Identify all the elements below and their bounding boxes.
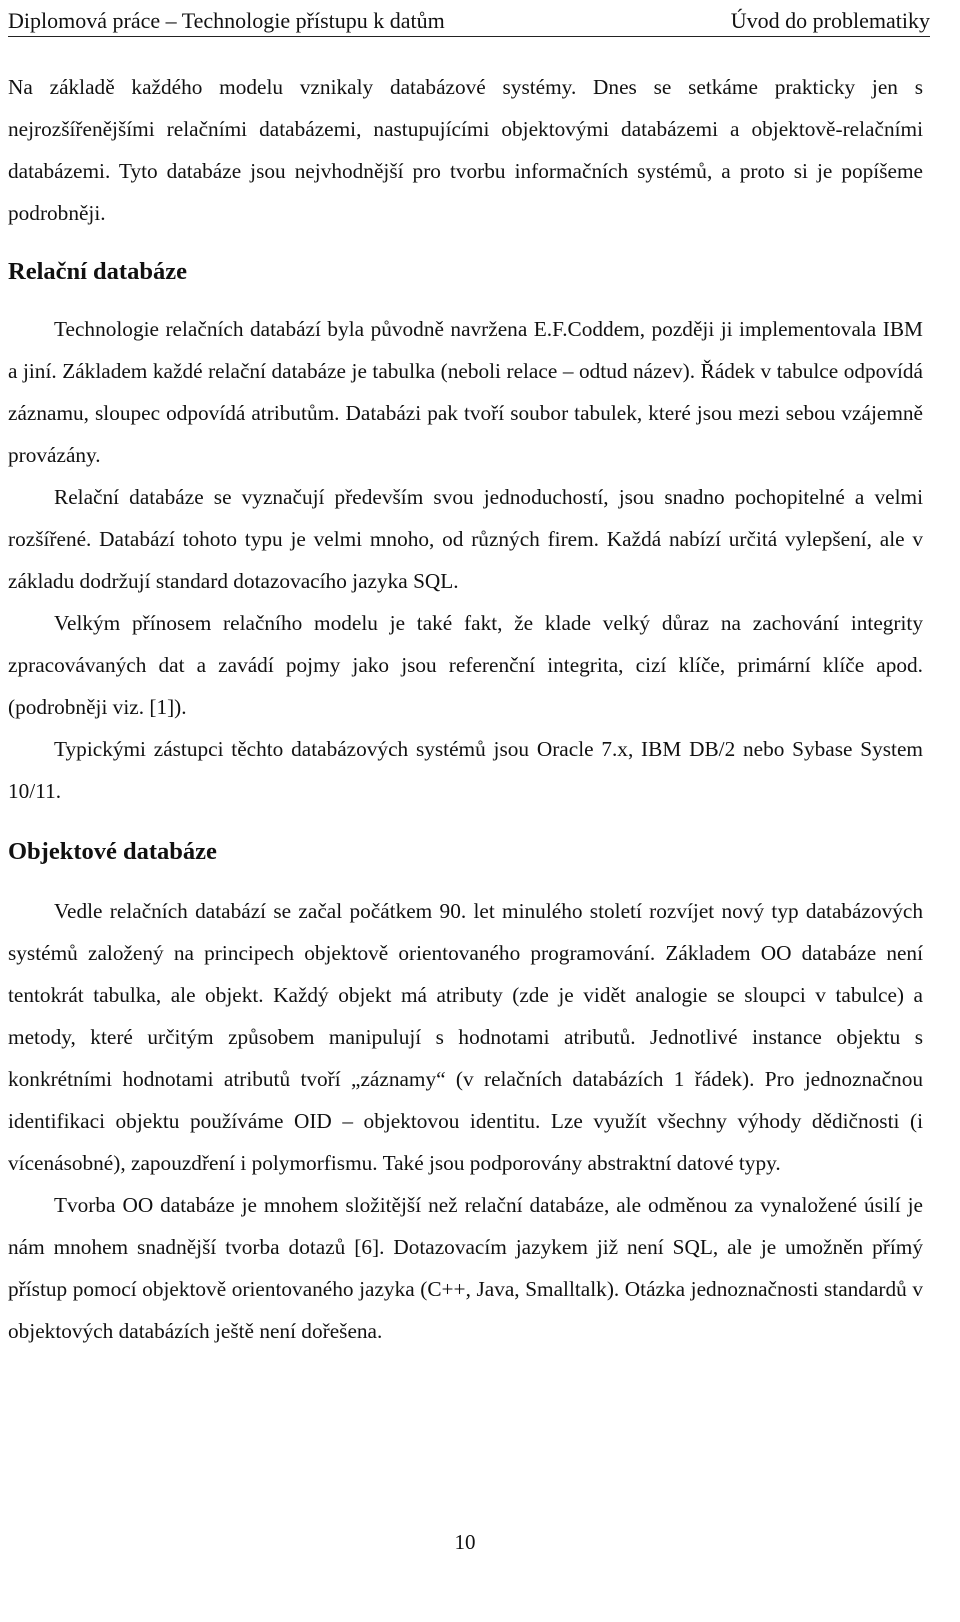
paragraph: Vedle relačních databází se začal počátkem 90. let minulého století rozvíjet nový typ databázových systémů založený na principech objektově orientovaného programování. Základem OO databáze není tentokrát tabulka, ale objekt. Každý objekt má atributy (zde je vidět analogie se sloupci v tabulce) a metody, které určitým způsobem manipulují s hodnotami atributů. Jednotlivé instance objektu s konkrétními hodnotami atributů tvoří „záznamy“ (v relačních databázích 1 řádek). Pro jednoznačnou identifikaci objektu používáme OID – objektovou identitu. Lze využít všechny výhody dědičnosti (i vícenásobné), zapouzdření i polymorfismu. Také jsou podporovány abstraktní datové typy. xyxy=(8,899,923,1175)
paragraph: Tvorba OO databáze je mnohem složitější než relační databáze, ale odměnou za vynaložené úsilí je nám mnohem snadnější tvorba dotazů [6]. Dotazovacím jazykem již není SQL, ale je umožněn přímý přístup pomocí objektově orientovaného jazyka (C++, Java, Smalltalk). Otázka jednoznačnosti standardů v objektových databázích ještě není dořešena. xyxy=(8,1193,923,1343)
header-title: Diplomová práce – Technologie přístupu k datům xyxy=(8,8,445,33)
paragraph: Typickými zástupci těchto databázových systémů jsou Oracle 7.x, IBM DB/2 nebo Sybase System 10/11. xyxy=(8,737,923,803)
running-header xyxy=(8,4,930,37)
paragraph: Velkým přínosem relačního modelu je také fakt, že klade velký důraz na zachování integrity zpracovávaných dat a zavádí pojmy jako jsou referenční integrita, cizí klíče, primární klíče apod. (podrobněji viz. [1]). xyxy=(8,611,923,719)
section-heading-object: Objektové databáze xyxy=(8,838,217,865)
paragraph: Technologie relačních databází byla původně navržena E.F.Coddem, později ji implementovala IBM a jiní. Základem každé relační databáze je tabulka (neboli relace – odtud název). Řádek v tabulce odpovídá záznamu, sloupec odpovídá atributům. Databázi pak tvoří soubor tabulek, které jsou mezi sebou vzájemně provázány. xyxy=(8,317,923,467)
section-heading-relational: Relační databáze xyxy=(8,258,187,285)
page-number: 10 xyxy=(454,1530,476,1554)
document-body xyxy=(8,66,923,1352)
header-chapter: Úvod do problematiky xyxy=(730,8,930,33)
intro-paragraph: Na základě každého modelu vznikaly databázové systémy. Dnes se setkáme prakticky jen s nejrozšířenějšími relačními databázemi, nastupujícími objektovými databázemi a objektově-relačními databázemi. Tyto databáze jsou nejvhodnější pro tvorbu informačních systémů, a proto si je popíšeme podrobněji. xyxy=(8,75,923,225)
paragraph: Relační databáze se vyznačují především svou jednoduchostí, jsou snadno pochopitelné a velmi rozšířené. Databází tohoto typu je velmi mnoho, od různých firem. Každá nabízí určitá vylepšení, ale v základu dodržují standard dotazovacího jazyka SQL. xyxy=(8,485,923,593)
